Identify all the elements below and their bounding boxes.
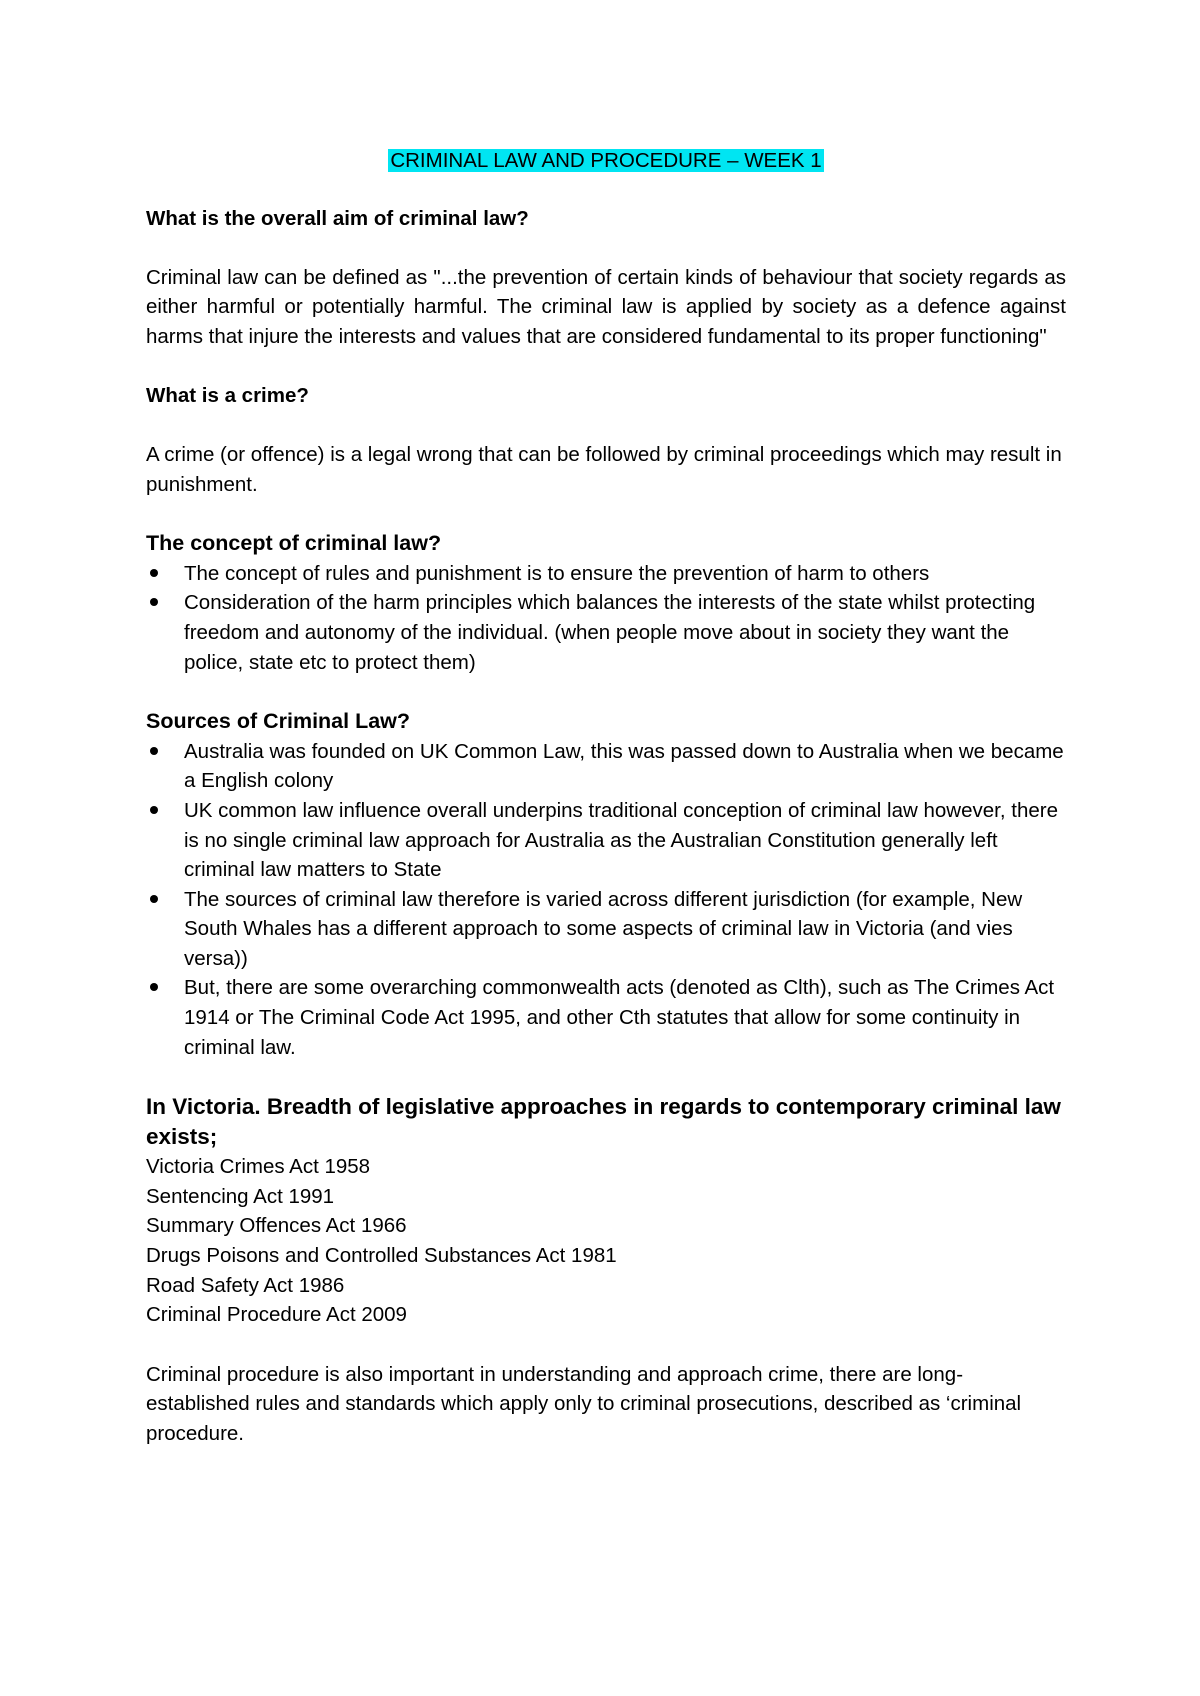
bullet-icon [150,598,158,606]
sources-bullet-list [146,737,1066,1063]
list-item: Victoria Crimes Act 1958 [146,1155,371,1179]
list-item: The sources of criminal law therefore is varied across different jurisdiction (for example, New South Whales has a different approach to some aspects of criminal law in Victoria (and vies versa)) [146,885,1066,974]
list-item: Sentencing Act 1991 [146,1184,335,1208]
heading-victoria: In Victoria. Breadth of legislative approaches in regards to contemporary criminal law exists; [146,1094,1061,1150]
document-page [146,146,1066,1449]
list-item: The concept of rules and punishment is to ensure the prevention of harm to others [146,559,1066,589]
acts-list [146,1152,1066,1330]
list-item: Drugs Poisons and Controlled Substances Act 1981 [146,1244,617,1268]
bullet-icon [150,747,158,755]
heading-concept: The concept of criminal law? [146,531,442,556]
list-item: UK common law influence overall underpins traditional conception of criminal law however, there is no single criminal law approach for Australia as the Australian Constitution generally left criminal law matters to State [146,796,1066,885]
list-item: Road Safety Act 1986 [146,1273,345,1297]
list-item: Summary Offences Act 1966 [146,1214,407,1238]
paragraph-crime-definition: A crime (or offence) is a legal wrong that can be followed by criminal proceedings which may result in punishment. [146,442,1062,496]
concept-bullet-list [146,559,1066,677]
list-item: But, there are some overarching commonwealth acts (denoted as Clth), such as The Crimes Act 1914 or The Criminal Code Act 1995, and other Cth statutes that allow for some continuity in criminal law. [146,973,1066,1062]
question-overall-aim: What is the overall aim of criminal law? [146,207,529,230]
heading-sources: Sources of Criminal Law? [146,709,411,734]
bullet-icon [150,569,158,577]
bullet-icon [150,983,158,991]
list-item: Criminal Procedure Act 2009 [146,1303,407,1327]
paragraph-definition: Criminal law can be defined as "...the prevention of certain kinds of behaviour that society regards as either harmful or potentially harmful. The criminal law is applied by society as a defence against harms that injure the interests and values that are considered fundamental to its proper functioning" [146,265,1066,348]
bullet-icon [150,895,158,903]
question-what-is-crime: What is a crime? [146,384,309,408]
paragraph-criminal-procedure: Criminal procedure is also important in understanding and approach crime, there are long-established rules and standards which apply only to criminal prosecutions, described as ‘criminal procedure. [146,1362,1022,1445]
bullet-icon [150,806,158,814]
list-item: Australia was founded on UK Common Law, this was passed down to Australia when we became a English colony [146,737,1066,796]
title-container [146,146,1066,176]
document-title: CRIMINAL LAW AND PROCEDURE – WEEK 1 [390,149,822,172]
list-item: Consideration of the harm principles which balances the interests of the state whilst protecting freedom and autonomy of the individual. (when people move about in society they want the police, state etc to protect them) [146,588,1066,677]
